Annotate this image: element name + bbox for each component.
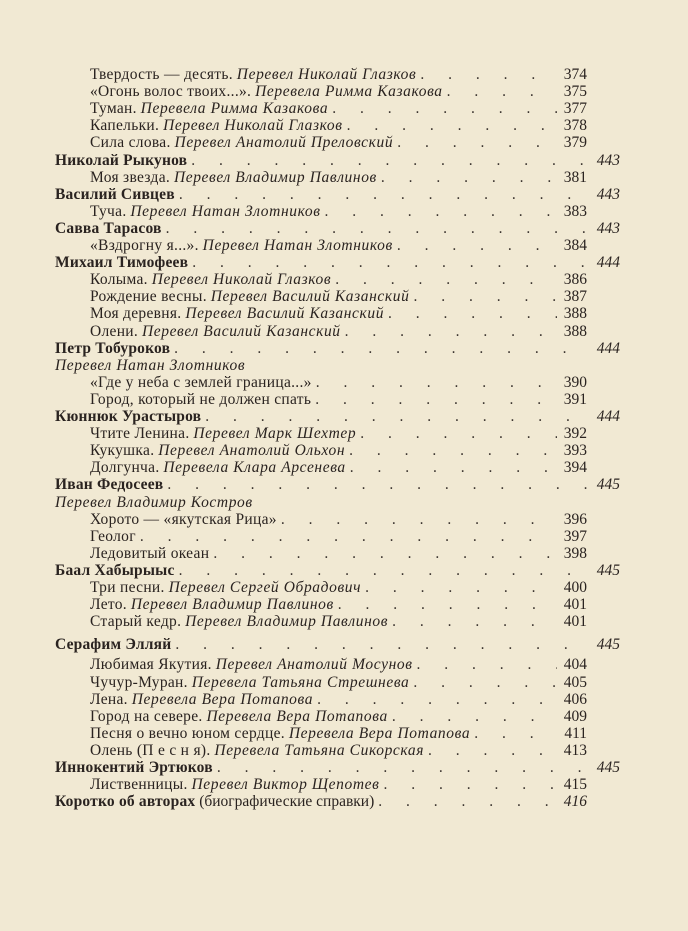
entry-title: Коротко об авторах xyxy=(55,793,196,811)
entry-page-number: 375 xyxy=(563,83,587,101)
dot-leader xyxy=(332,100,557,118)
entry-page-number: 374 xyxy=(563,66,587,83)
dot-leader xyxy=(381,169,557,187)
toc-author-entry xyxy=(55,340,620,358)
dot-leader xyxy=(179,186,590,204)
dot-leader xyxy=(140,528,557,546)
entry-translator: Перевел Владимир Павлинов xyxy=(130,596,334,614)
toc-poem-entry xyxy=(90,776,587,794)
toc-poem-entry xyxy=(90,442,587,460)
entry-page-number: 388 xyxy=(563,305,587,323)
dot-leader xyxy=(420,66,557,84)
dot-leader xyxy=(349,442,557,460)
entry-page-number: 400 xyxy=(563,579,587,596)
dot-leader xyxy=(417,656,557,674)
entry-title: Город, который не должен спать xyxy=(90,390,312,408)
entry-title: «Огонь волос твоих...». xyxy=(90,83,252,101)
toc-poem-entry xyxy=(90,708,587,726)
toc-poem-entry xyxy=(90,459,587,477)
toc-about-authors-entry xyxy=(55,793,587,811)
toc-author-entry xyxy=(55,220,620,238)
entry-title: Чучур-Муран. xyxy=(90,673,188,691)
entry-translator: Перевела Вера Потапова xyxy=(206,707,388,725)
dot-leader xyxy=(205,408,590,426)
dot-leader xyxy=(388,305,557,323)
entry-translator: Перевел Виктор Щепотев xyxy=(191,776,380,794)
toc-poem-entry xyxy=(90,134,587,152)
entry-page-number: 445 xyxy=(596,636,620,654)
dot-leader xyxy=(192,254,590,272)
entry-title: Ледовитый океан xyxy=(90,544,210,562)
entry-title: Долгунча. xyxy=(90,459,160,477)
entry-translator: Перевел Владимир Павлинов xyxy=(185,613,389,631)
entry-title: Василий Сивцев xyxy=(55,185,175,203)
entry-title: Туман. xyxy=(90,100,137,118)
entry-title: Кюннюк Урастыров xyxy=(55,408,202,425)
toc-poem-entry xyxy=(90,288,587,306)
toc-author-entry xyxy=(55,152,620,170)
toc-author-entry xyxy=(55,408,620,426)
dot-leader xyxy=(179,562,590,580)
dot-leader xyxy=(350,459,557,477)
entry-translator: Перевела Римма Казакова xyxy=(255,83,443,101)
entry-translator: Перевела Римма Казакова xyxy=(140,100,329,118)
entry-page-number: 405 xyxy=(563,673,587,691)
dot-leader xyxy=(174,340,590,358)
toc-poem-entry xyxy=(90,237,587,255)
dot-leader xyxy=(428,742,557,760)
entry-translator: Перевел Анатолий Преловский xyxy=(174,134,394,152)
entry-translator: Перевела Вера Потапова xyxy=(288,724,471,742)
toc-poem-entry xyxy=(90,579,587,597)
toc-poem-entry xyxy=(90,391,587,409)
dot-leader xyxy=(413,674,557,692)
dot-leader xyxy=(383,776,557,794)
entry-page-number: 406 xyxy=(563,690,587,708)
entry-title: «Где у неба с землей граница...» xyxy=(90,373,312,391)
entry-page-number: 384 xyxy=(563,237,587,254)
entry-page-number: 443 xyxy=(596,219,620,237)
toc-poem-entry xyxy=(90,528,587,546)
entry-page-number: 388 xyxy=(563,322,587,340)
toc-poem-entry xyxy=(90,425,587,443)
entry-title: Песня о вечно юном сердце. xyxy=(90,724,285,742)
entry-page-number: 381 xyxy=(563,168,587,186)
entry-page-number: 445 xyxy=(596,561,620,579)
entry-title: Хорото — «якутская Рица» xyxy=(90,510,277,528)
toc-poem-entry xyxy=(90,596,587,614)
entry-page-number: 409 xyxy=(563,707,587,725)
entry-translator: Перевел Николай Глазков xyxy=(236,66,417,83)
toc-author-entry xyxy=(55,562,620,580)
dot-leader xyxy=(413,288,557,306)
entry-subtitle: (биографические справки) xyxy=(199,793,375,811)
entry-title: Петр Тобуроков xyxy=(55,339,171,357)
toc-author-entry xyxy=(55,636,620,654)
entry-title: Город на севере. xyxy=(90,707,203,725)
dot-leader xyxy=(345,323,557,341)
entry-title: Моя деревня. xyxy=(90,305,182,323)
toc-poem-entry xyxy=(90,656,587,674)
toc-poem-entry xyxy=(90,83,587,101)
entry-title: Рождение весны. xyxy=(90,288,207,306)
dot-leader xyxy=(447,83,557,101)
entry-translator: Перевел Василий Казанский xyxy=(210,288,410,306)
toc-poem-entry xyxy=(90,66,587,84)
entry-page-number: 445 xyxy=(596,759,620,776)
dot-leader xyxy=(392,613,557,631)
entry-title: Лиственницы. xyxy=(90,776,188,794)
entry-title: Олени. xyxy=(90,322,139,340)
entry-page-number: 386 xyxy=(563,271,587,289)
entry-translator: Перевел Анатолий Ольхон xyxy=(158,442,346,460)
entry-title: Серафим Элляй xyxy=(55,636,172,654)
toc-author-entry xyxy=(55,254,620,272)
dot-leader xyxy=(397,237,557,255)
entry-title: Кукушка. xyxy=(90,442,155,460)
dot-leader xyxy=(347,117,557,135)
entry-title: Туча. xyxy=(90,202,127,220)
entry-page-number: 404 xyxy=(563,656,587,674)
entry-page-number: 396 xyxy=(563,510,587,528)
entry-title: Михаил Тимофеев xyxy=(55,254,189,272)
dot-leader xyxy=(392,708,557,726)
entry-title: Иннокентий Эртюков xyxy=(55,759,213,776)
dot-leader xyxy=(325,203,557,221)
toc-poem-entry xyxy=(90,545,587,563)
entry-title: Капельки. xyxy=(90,117,160,135)
dot-leader xyxy=(191,152,590,170)
dot-leader xyxy=(335,271,557,289)
entry-translator: Перевела Татьяна Сикорская xyxy=(214,741,425,759)
entry-translator: Перевел Владимир Павлинов xyxy=(173,168,377,186)
entry-title: Любимая Якутия. xyxy=(90,656,212,674)
entry-page-number: 443 xyxy=(596,151,620,169)
entry-page-number: 443 xyxy=(596,185,620,203)
entry-translator: Перевел Марк Шехтер xyxy=(193,425,357,443)
entry-page-number: 444 xyxy=(596,254,620,272)
toc-translator-note xyxy=(55,357,555,375)
dot-leader xyxy=(281,511,557,529)
dot-leader xyxy=(474,725,557,743)
dot-leader xyxy=(175,636,590,654)
entry-translator: Перевел Сергей Обрадович xyxy=(168,579,362,596)
toc-poem-entry xyxy=(90,169,587,187)
entry-translator: Перевел Николай Глазков xyxy=(151,271,332,289)
toc-poem-entry xyxy=(90,305,587,323)
entry-page-number: 397 xyxy=(563,527,587,545)
toc-poem-entry xyxy=(90,203,587,221)
entry-title: Савва Тарасов xyxy=(55,219,162,237)
toc-poem-entry xyxy=(90,117,587,135)
entry-page-number: 398 xyxy=(563,544,587,562)
entry-page-number: 390 xyxy=(563,373,587,391)
toc-translator-note xyxy=(55,494,555,512)
toc-poem-entry xyxy=(90,511,587,529)
entry-page-number: 415 xyxy=(563,776,587,794)
dot-leader xyxy=(315,391,557,409)
entry-translator: Перевел Натан Злотников xyxy=(202,237,393,254)
entry-page-number: 444 xyxy=(596,339,620,357)
toc-poem-entry xyxy=(90,691,587,709)
toc-poem-entry xyxy=(90,613,587,631)
entry-title: Твердость — десять. xyxy=(90,66,233,83)
entry-title: Геолог xyxy=(90,527,136,545)
entry-title: Лето. xyxy=(90,596,127,614)
entry-page-number: 377 xyxy=(563,100,587,118)
toc-poem-entry xyxy=(90,725,587,743)
toc-poem-entry xyxy=(90,271,587,289)
entry-page-number: 379 xyxy=(563,134,587,152)
entry-title: Иван Федосеев xyxy=(55,476,164,494)
entry-page-number: 387 xyxy=(563,288,587,306)
entry-page-number: 413 xyxy=(563,741,587,759)
dot-leader xyxy=(217,759,590,777)
toc-author-entry xyxy=(55,186,620,204)
dot-leader xyxy=(317,691,557,709)
entry-page-number: 394 xyxy=(563,459,587,477)
entry-page-number: 444 xyxy=(596,408,620,425)
entry-page-number: 401 xyxy=(563,613,587,631)
entry-translator: Перевел Василий Казанский xyxy=(185,305,385,323)
entry-translator: Перевел Василий Казанский xyxy=(141,322,341,340)
entry-translator: Перевел Владимир Костров xyxy=(55,493,253,511)
toc-poem-entry xyxy=(90,674,587,692)
toc-author-entry xyxy=(55,476,620,494)
entry-title: Колыма. xyxy=(90,271,148,289)
entry-title: Три песни. xyxy=(90,579,165,596)
dot-leader xyxy=(397,134,557,152)
dot-leader xyxy=(213,545,557,563)
entry-translator: Перевел Натан Злотников xyxy=(55,356,246,374)
entry-page-number: 411 xyxy=(564,724,587,742)
entry-title: Сила слова. xyxy=(90,134,171,152)
entry-translator: Перевела Татьяна Стрешнева xyxy=(191,673,410,691)
entry-title: Баал Хабырыыс xyxy=(55,561,175,579)
entry-translator: Перевел Натан Злотников xyxy=(130,202,321,220)
entry-translator: Перевела Клара Арсенева xyxy=(163,459,346,477)
dot-leader xyxy=(166,220,590,238)
entry-page-number: 378 xyxy=(563,117,587,135)
entry-page-number: 392 xyxy=(563,425,587,443)
dot-leader xyxy=(338,596,557,614)
entry-title: Олень (П е с н я). xyxy=(90,741,211,759)
entry-page-number: 416 xyxy=(563,793,587,811)
entry-title: Старый кедр. xyxy=(90,613,182,631)
entry-translator: Перевела Вера Потапова xyxy=(131,690,314,708)
entry-translator: Перевел Николай Глазков xyxy=(163,117,343,135)
toc-author-entry xyxy=(55,759,620,777)
entry-translator: Перевел Анатолий Мосунов xyxy=(215,656,413,674)
entry-title: Николай Рыкунов xyxy=(55,151,188,169)
dot-leader xyxy=(316,374,557,392)
toc-poem-entry xyxy=(90,374,587,392)
toc-poem-entry xyxy=(90,100,587,118)
dot-leader xyxy=(167,476,590,494)
entry-page-number: 393 xyxy=(563,442,587,460)
entry-page-number: 391 xyxy=(563,390,587,408)
entry-title: Моя звезда. xyxy=(90,168,171,186)
dot-leader xyxy=(365,579,557,597)
entry-title: Чтите Ленина. xyxy=(90,425,190,443)
entry-page-number: 401 xyxy=(563,596,587,614)
entry-title: «Вздрогну я...». xyxy=(90,237,199,254)
dot-leader xyxy=(360,425,557,443)
toc-poem-entry xyxy=(90,742,587,760)
toc-poem-entry xyxy=(90,323,587,341)
entry-page-number: 383 xyxy=(563,202,587,220)
entry-page-number: 445 xyxy=(596,476,620,494)
dot-leader xyxy=(378,793,557,811)
entry-title: Лена. xyxy=(90,690,128,708)
